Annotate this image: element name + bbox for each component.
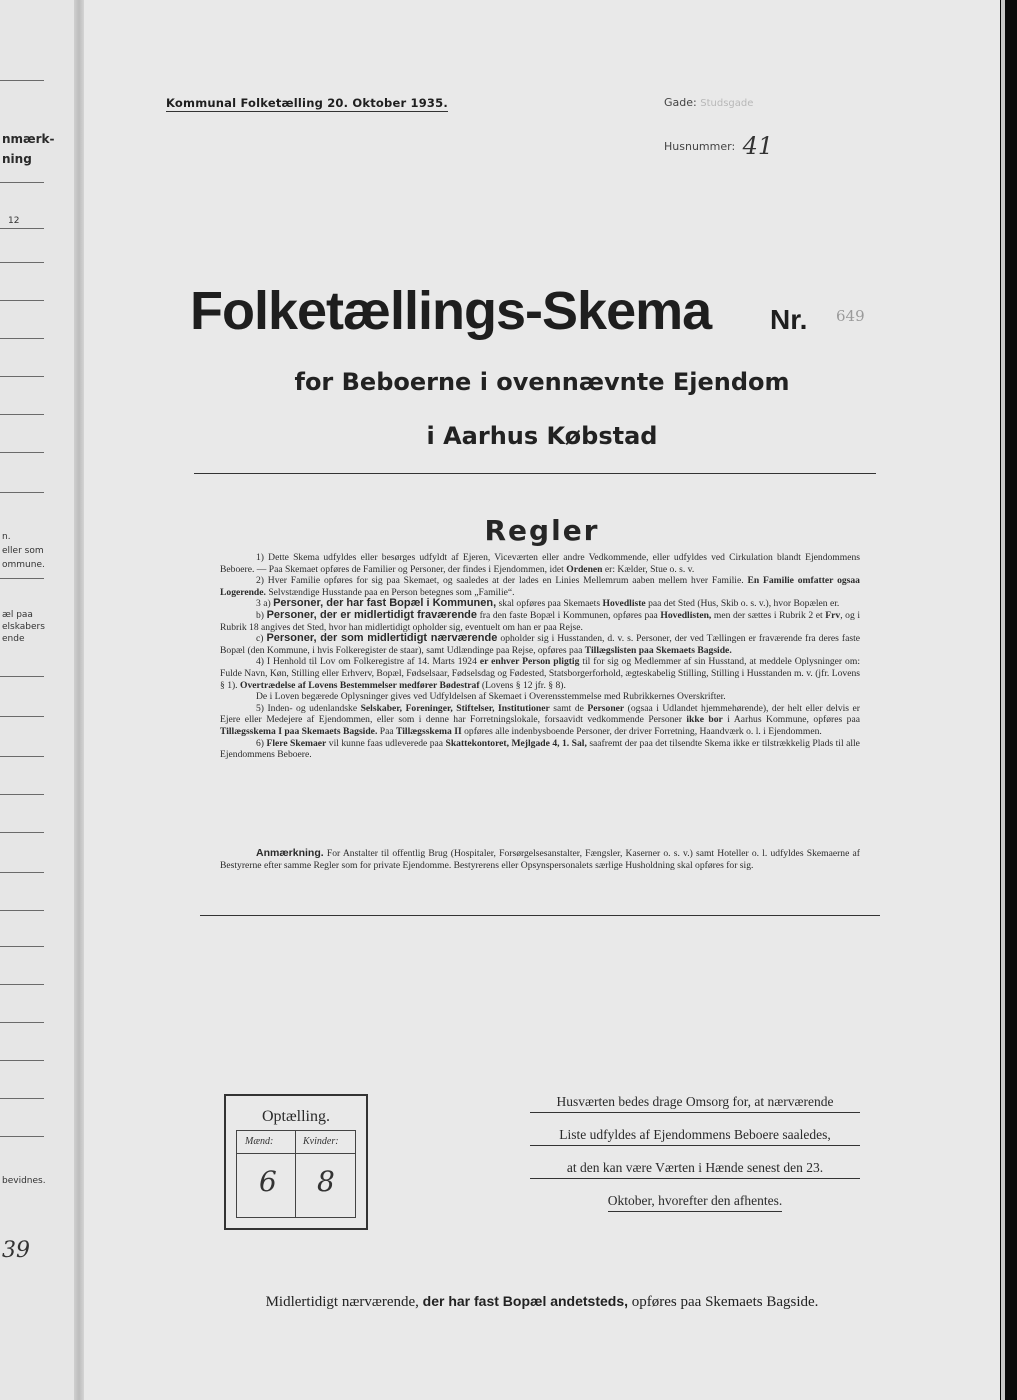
left-fragment: 12 — [8, 216, 20, 226]
left-fragment: nmærk- — [2, 132, 55, 146]
notice-line: Husværten bedes drage Omsorg for, at nærværende — [530, 1094, 860, 1113]
notice-line: Liste udfyldes af Ejendommens Beboere saaledes, — [530, 1127, 860, 1146]
left-fragment: æl paa — [2, 610, 33, 620]
divider — [194, 473, 876, 474]
tally-grid — [236, 1130, 356, 1218]
form-number-value: 649 — [836, 307, 865, 325]
rule-3b: b) Personer, der er midlertidigt fraværende fra den faste Bopæl i Kommunen, opføres paa Hovedlisten, men der sættes i Rubrik 2 et Frv, og i Rubrik 18 angives det Sted, hvor han midlertidigt opholder sig, eventuelt om han er paa Rejse. — [220, 608, 861, 633]
footer-note: Midlertidigt nærværende, der har fast Bopæl andetsteds, opføres paa Skemaets Bagside. — [265, 1293, 819, 1310]
rules-body — [220, 552, 860, 761]
men-label: Mænd: — [245, 1136, 274, 1147]
annotation-text: For Anstalter til offentlig Brug (Hospitaler, Forsørgelsesanstalter, Fængsler, Kaserner o. s. v.) samt Hoteller o. l. udfyldes Skemaerne af Bestyrerne efter samme Regler som for private Ejendomme. Bestyrerens eller Opsynspersonalets særlige Husholdning skal opføres for sig. — [220, 848, 860, 871]
left-fragment: ommune. — [2, 560, 45, 570]
form-number-label: Nr. — [770, 304, 808, 335]
divider — [200, 915, 880, 916]
notice-line: Oktober, hvorefter den afhentes. — [608, 1193, 783, 1212]
house-number-value: 41 — [742, 132, 774, 160]
women-count: 8 — [317, 1165, 335, 1198]
tally-box — [224, 1094, 368, 1230]
rule-5: 5) Inden- og udenlandske Selskaber, Foreninger, Stiftelser, Institutioner samt de Personer (ogsaa i Udlandet hjemmehørende), der helt eller delvis er Ejere eller Medejere af Ejendommen, eller som i denne har Forretningslokale, forsaavidt vedkommende Personer ikke bor i Aarhus Kommune, opføres paa Tillægsskema I paa Skemaets Bagside. Paa Tillægsskema II opføres alle indenbysboende Personer, der driver Forretning, Haandværk o. l. i Ejendommen. — [220, 702, 860, 737]
rule-1: 1) Dette Skema udfyldes eller besørges udfyldt af Ejeren, Viceværten eller andre Vedkommende, eller udfyldes ved Cirkulation blandt Ejendommens Beboere. — Paa Skemaet opføres de Familier og Personer, der findes i Ejendommen, idet Ordenen er: Kælder, Stue o. s. v. — [220, 552, 860, 575]
rule-4: 4) I Henhold til Lov om Folkeregistre af 14. Marts 1924 er enhver Person pligtig til for sig og Medlemmer af sin Husstand, at meddele Oplysninger om: Fulde Navn, Køn, Stilling eller Erhverv, Bopæl, Fødselsaar, Fødselsdag og Fødested, Statsborgerforhold, ægteskabelig Stilling, Stilling i Husstanden m. v. (jfr. Lovens § 1). Overtrædelse af Lovens Bestemmelser medfører Bødestraf (Lovens § 12 jfr. § 8). — [220, 656, 860, 691]
census-header-label: Kommunal Folketælling 20. Oktober 1935. — [166, 96, 448, 110]
street-label: Gade: — [664, 96, 697, 109]
previous-page-edge — [0, 0, 80, 1400]
annotation-lead: Anmærkning. — [256, 847, 324, 859]
rule-3c: c) Personer, der som midlertidigt nærværende opholder sig i Husstanden, d. v. s. Personer, der ved Tællingen er fraværende fra deres faste Bopæl (den Kommune, i hvis Folkeregister de staar), samt Udlændinge paa Rejse, opføres paa Tillægslisten paa Skemaets Bagside. — [220, 632, 860, 656]
rule-6: 6) Flere Skemaer vil kunne faas udleverede paa Skattekontoret, Mejlgade 4, 1. Sal, saafremt der paa det tilsendte Skema ikke er tilstrækkelig Plads til alle Ejendommens Beboere. — [220, 737, 860, 761]
house-number-label: Husnummer: — [664, 140, 736, 153]
notice-line: at den kan være Værten i Hænde senest den 23. — [530, 1160, 860, 1179]
street-value: Studsgade — [700, 98, 754, 109]
house-number-field — [664, 132, 773, 160]
men-count: 6 — [259, 1165, 277, 1198]
form-subtitle: for Beboerne i ovennævnte Ejendom — [294, 368, 790, 396]
rule-2: 2) Hver Familie opføres for sig paa Skemaet, og saaledes at der lades en Linies Mellemrum aaben mellem hver Familie. En Familie omfatter ogsaa Logerende. Selvstændige Husstande paa en Person betegnes som „Familie“. — [220, 575, 860, 598]
left-fragment: n. — [2, 532, 11, 542]
rules-heading: Regler — [484, 514, 600, 547]
form-subtitle-city: i Aarhus Købstad — [426, 422, 658, 450]
rule-4b: De i Loven begærede Oplysninger gives ved Udfyldelsen af Skemaet i Overensstemmelse med Rubrikkernes Overskrifter. — [256, 691, 726, 703]
left-fragment: bevidnes. — [2, 1176, 46, 1186]
landlord-notice — [530, 1094, 860, 1226]
left-fragment: eller som — [2, 546, 44, 556]
book-spine — [74, 0, 84, 1400]
left-fragment: ende — [2, 634, 25, 644]
rule-3a: 3 a) Personer, der har fast Bopæl i Kommunen, skal opføres paa Skemaets Hovedliste paa det Sted (Hus, Skib o. s. v.), hvor Bopælen er. — [256, 597, 840, 610]
annotation-note — [220, 848, 860, 871]
left-fragment: 39 — [2, 1238, 30, 1263]
tally-title: Optælling. — [261, 1108, 330, 1125]
form-title: Folketællings-Skema — [190, 281, 712, 341]
street-field — [664, 96, 753, 109]
left-fragment: elskabers — [2, 622, 45, 632]
census-form-page — [84, 0, 1000, 1400]
women-label: Kvinder: — [303, 1136, 339, 1147]
left-fragment: ning — [2, 152, 32, 166]
book-edge — [1000, 0, 1017, 1400]
